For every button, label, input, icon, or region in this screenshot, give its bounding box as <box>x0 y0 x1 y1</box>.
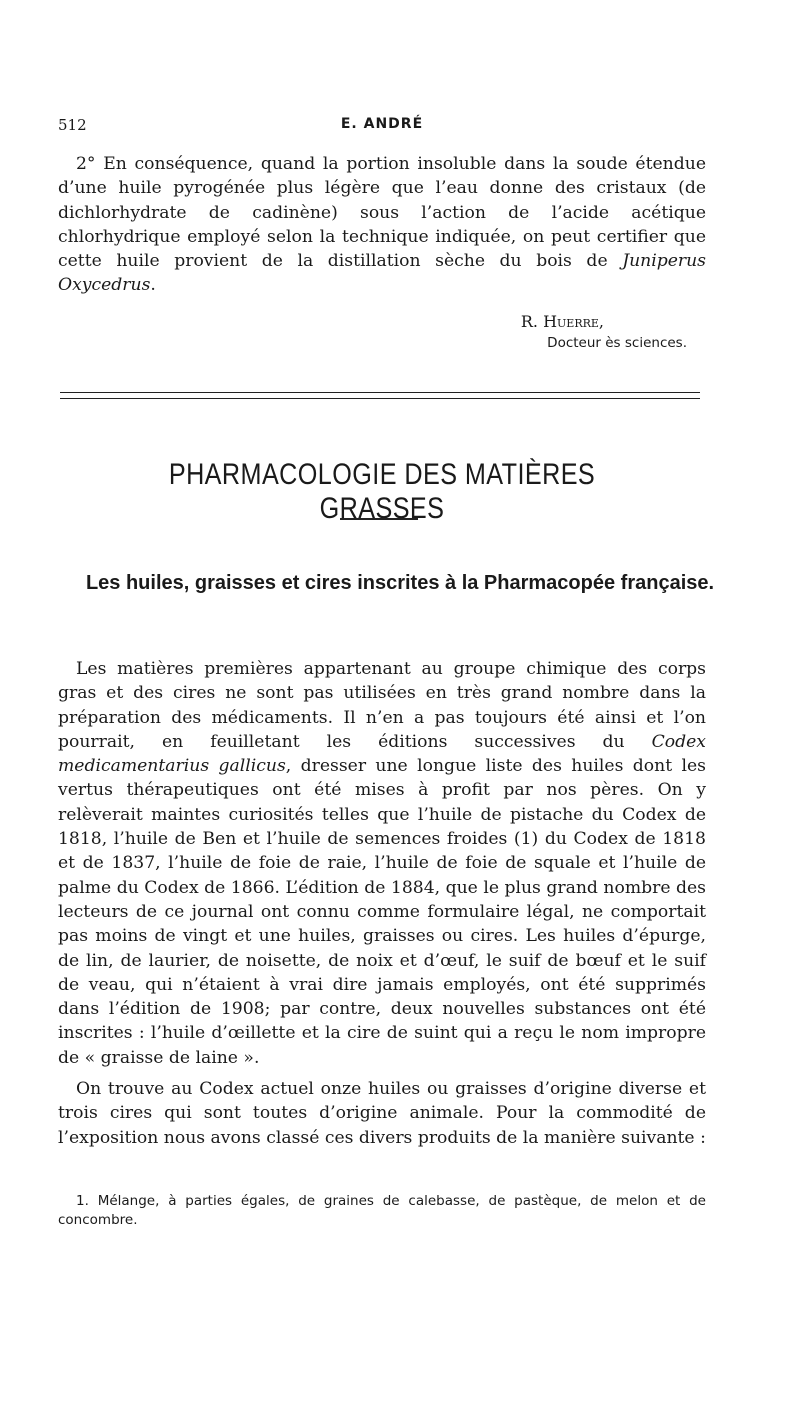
paragraph-text: , dresser une longue liste des huiles dont les vertus thérapeutiques ont été mises à profit par nos pères. On y relèverait maintes curiosités telles que l’huile de pistache du Codex de 1818, l’huile de Ben et l’huile de semences froides <box>58 756 706 850</box>
species-name: Juniperus Oxycedrus <box>58 251 706 296</box>
paragraph <box>58 657 706 1070</box>
page-number: 512 <box>58 116 87 134</box>
signature-title: Docteur ès sciences. <box>547 335 687 351</box>
section-title: PHARMACOLOGIE DES MATIÈRES GRASSES <box>168 458 596 525</box>
running-head <box>58 116 706 138</box>
codex-title: Codex medicamentarius gallicus <box>58 731 706 777</box>
footnote-text: 1. Mélange, à parties égales, de graines de calebasse, de pastèque, de melon et de concombre. <box>58 1193 706 1228</box>
signature-name <box>521 312 604 331</box>
paragraph <box>58 152 706 298</box>
previous-article-conclusion <box>58 152 706 298</box>
article-paragraph-1 <box>58 657 706 1070</box>
article-paragraph-2 <box>58 1077 706 1150</box>
divider-rule-top <box>60 392 700 393</box>
title-divider <box>340 518 418 520</box>
running-head-author: E. ANDRÉ <box>340 116 424 132</box>
paragraph-end: . <box>150 275 156 296</box>
paragraph-text: du Codex de 1818 et de 1837, l’huile de foie de raie, l’huile de foie de squale et l’huile de palme du Codex de 1866. L’édition de 1884, que le plus grand nombre des lecteurs de ce journal ont connu comme formulaire légal, ne comportait pas moins de vingt et une huiles, graisses ou cires. Les huiles d’épurge, de lin, de laurier, de noisette, de noix et d’œuf, le suif de bœuf et le suif de veau, qui n’étaient à vrai dire jamais employés, ont été supprimés dans l’édition de 1908; par contre, deux nouvelles substances ont été inscrites : l’huile d’œillette et la cire de suint qui a reçu le nom impropre de « graisse de laine ». <box>58 829 706 1068</box>
footnote-reference[interactable]: (1) <box>513 829 539 850</box>
divider-rule-bottom <box>60 398 700 399</box>
signature-surname: Huerre, <box>543 312 604 331</box>
article-subtitle: Les huiles, graisses et cires inscrites à la Pharmacopée française. <box>85 572 715 594</box>
paragraph-text: 2° En conséquence, quand la portion insoluble dans la soude étendue d’une huile pyrogénée plus légère que l’eau donne des cristaux (de dichlorhydrate de cadinène) sous l’action de l’acide acétique chlorhydrique employé selon la technique indiquée, on peut certifier que cette huile provient de la distillation sèche du bois de <box>58 154 706 272</box>
footnote <box>58 1192 706 1230</box>
paragraph-text: Les matières premières appartenant au groupe chimique des corps gras et des cires ne sont pas utilisées en très grand nombre dans la préparation des médicaments. Il n’en a pas toujours été ainsi et l’on pourrait, en feuilletant les éditions successives du <box>58 659 706 752</box>
signature-initial: R. <box>520 312 544 331</box>
paragraph: On trouve au Codex actuel onze huiles ou graisses d’origine diverse et trois cires qui sont toutes d’origine animale. Pour la commodité de l’exposition nous avons classé ces divers produits de la manière suivante : <box>58 1079 706 1148</box>
